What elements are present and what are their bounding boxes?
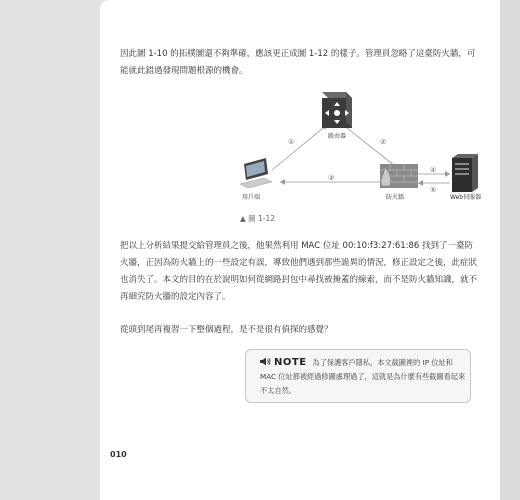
step-label-4: ④	[430, 166, 437, 174]
note-title: NOTE	[274, 357, 307, 368]
note-content	[260, 356, 468, 398]
review-paragraph: 從頭到尾再複習一下整個過程，是不是很有偵探的感覺？	[120, 325, 333, 335]
client-label: 用戶端	[242, 194, 261, 201]
web-server-icon	[452, 154, 478, 192]
firewall-icon	[380, 164, 418, 188]
step-label-1: ①	[288, 138, 295, 146]
analysis-paragraph: 把以上分析結果提交給管理員之後，他果然利用 MAC 位址 00:10:f3:27:61:86 找到了一臺防火牆，正因為防火牆上的一些設定有誤，導致他們遇到那些詭異的情況，修正設定之後，此症狀也消失了。本文的目的在於說明如何從網路封包中尋找被掩蓋的線索，而不是防火牆知識，就不再細究防火牆的設定內容了。	[120, 241, 478, 302]
arrow-to-firewall-from-server	[418, 180, 423, 186]
firewall-label: 防火牆	[386, 194, 405, 201]
page-number: 010	[110, 450, 127, 459]
router-label: 路由器	[328, 133, 347, 140]
step-label-3: ③	[328, 174, 335, 182]
book-page	[100, 0, 500, 500]
step-label-2: ②	[380, 138, 387, 146]
link-client-router	[272, 124, 328, 170]
note-text: 為了保護客戶隱私，本文截圖裡的 IP 位址和 MAC 位址都被經過修圖處理過了，這就是為什麼有些截圖看起來不太自然。	[260, 358, 466, 395]
server-label: Web伺服器	[450, 194, 482, 201]
speaker-icon	[260, 357, 271, 366]
step-label-5: ⑤	[430, 186, 437, 194]
arrow-to-server	[445, 171, 450, 177]
figure-caption: ▲ 圖 1-12	[240, 214, 276, 223]
left-background	[0, 0, 100, 500]
right-page-edge	[500, 0, 520, 500]
note-box	[245, 349, 471, 403]
network-diagram	[230, 86, 490, 206]
client-pc-icon	[240, 158, 272, 188]
link-router-firewall	[342, 124, 400, 170]
intro-paragraph: 因此圖 1-10 的拓樸圖還不夠準確，應該更正成圖 1-12 的樣子。管理員忽略了這臺防火牆，可能就此錯過發現問題根源的機會。	[120, 49, 476, 76]
router-icon	[322, 92, 352, 128]
arrow-to-client	[280, 179, 285, 185]
